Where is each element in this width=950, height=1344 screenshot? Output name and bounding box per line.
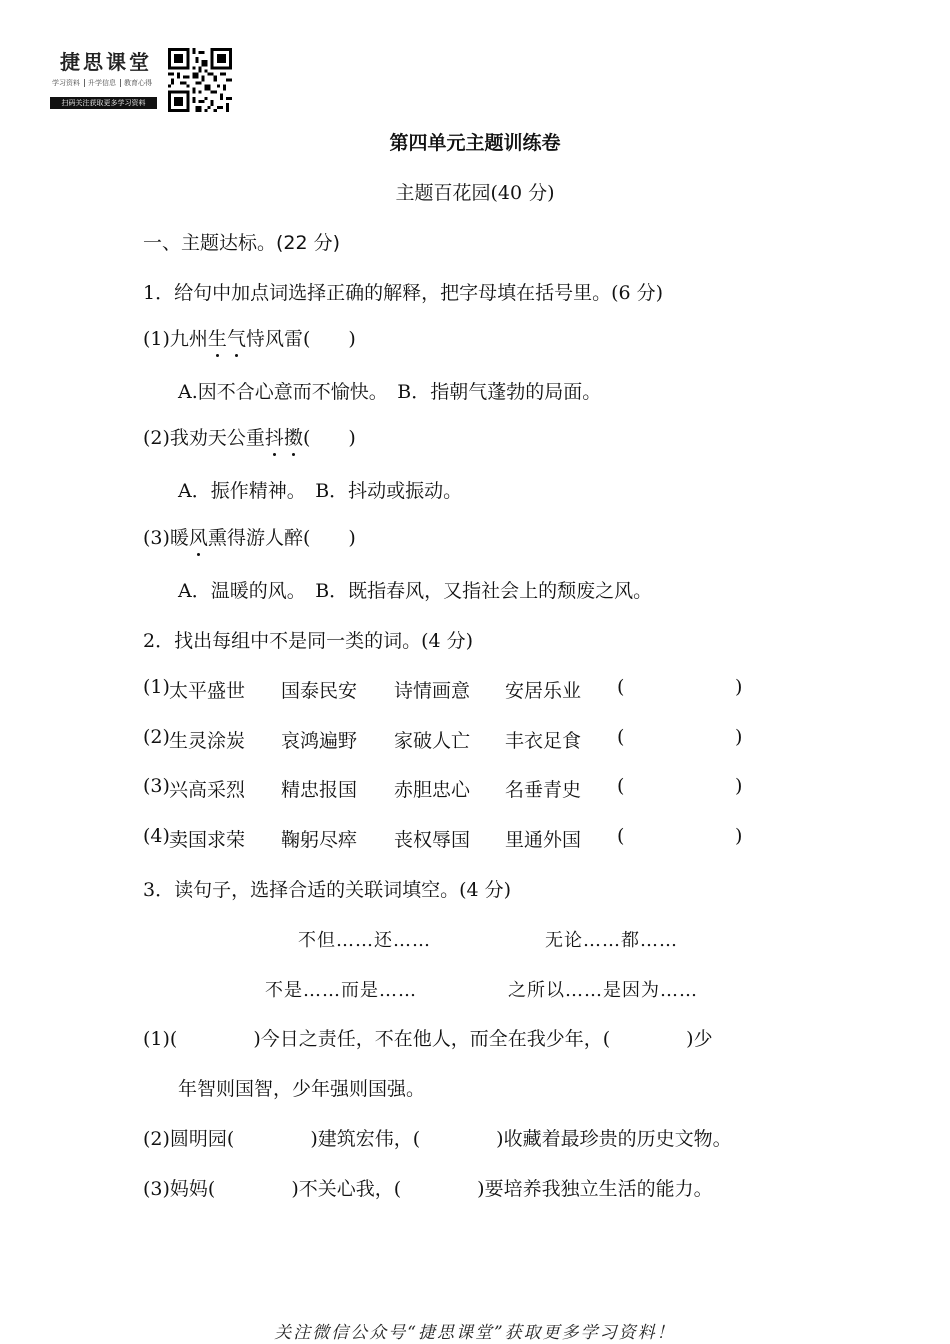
word: 里通外国 bbox=[505, 829, 582, 851]
logo-title: 捷思课堂 bbox=[60, 50, 152, 74]
item-text: 熏得游人醉( ) bbox=[207, 527, 356, 549]
page-subtitle: 主题百花园(40 分) bbox=[395, 182, 555, 204]
word: 卖国求荣 bbox=[169, 829, 246, 851]
question-3-stem: 3．读句子，选择合适的关联词填空。(4 分) bbox=[143, 879, 512, 901]
word: 名垂青史 bbox=[505, 779, 582, 801]
logo-tag: 升学信息 bbox=[84, 79, 116, 87]
footer-note: 关注微信公众号“捷思课堂”获取更多学习资料！ bbox=[274, 1323, 676, 1343]
question-3-sentence-1-cont: 年智则国智，少年强则国强。 bbox=[178, 1078, 426, 1100]
question-3-sentence-1: (1)( )今日之责任，不在他人，而全在我少年，( )少 bbox=[143, 1028, 713, 1050]
question-1-options-1: A.因不合心意而不愉快。 B．指朝气蓬勃的局面。 bbox=[178, 381, 602, 403]
row-number: (4) bbox=[143, 825, 170, 847]
word-group-row bbox=[143, 775, 763, 801]
question-1-stem: 1．给句中加点词选择正确的解释，把字母填在括号里。(6 分) bbox=[143, 282, 664, 304]
conjunction-option: 无论……都…… bbox=[545, 930, 678, 951]
logo-band: 扫码关注获取更多学习资料 bbox=[50, 97, 157, 109]
word-group-row bbox=[143, 676, 763, 702]
word: 太平盛世 bbox=[169, 680, 246, 702]
qr-code-icon bbox=[168, 48, 232, 112]
answer-close-paren: ) bbox=[735, 825, 743, 847]
dotted-char: 气 bbox=[227, 324, 246, 351]
question-3-sentence-3: (3)妈妈( )不关心我，( )要培养我独立生活的能力。 bbox=[143, 1178, 713, 1200]
word: 安居乐业 bbox=[505, 680, 582, 702]
row-number: (2) bbox=[143, 726, 170, 748]
logo-tags bbox=[52, 78, 156, 88]
word: 兴高采烈 bbox=[169, 779, 246, 801]
row-number: (1) bbox=[143, 676, 170, 698]
question-1-item-1 bbox=[143, 324, 356, 351]
word: 哀鸿遍野 bbox=[281, 730, 358, 752]
word-group-row bbox=[143, 825, 763, 851]
item-text: ( ) bbox=[302, 427, 356, 449]
answer-open-paren: ( bbox=[617, 676, 625, 698]
logo-tag: 教育心得 bbox=[120, 79, 152, 87]
conjunction-option: 之所以……是因为…… bbox=[508, 980, 698, 1001]
answer-close-paren: ) bbox=[735, 726, 743, 748]
conjunction-option: 不是……而是…… bbox=[265, 980, 417, 1001]
word: 诗情画意 bbox=[394, 680, 471, 702]
word: 鞠躬尽瘁 bbox=[281, 829, 358, 851]
section-heading: 一、主题达标。(22 分) bbox=[143, 232, 341, 254]
question-1-item-2 bbox=[143, 423, 356, 450]
word: 赤胆忠心 bbox=[394, 779, 471, 801]
logo bbox=[50, 46, 235, 112]
conjunction-option: 不但……还…… bbox=[298, 930, 431, 951]
word-group-row bbox=[143, 726, 763, 752]
word: 生灵涂炭 bbox=[169, 730, 246, 752]
answer-open-paren: ( bbox=[617, 775, 625, 797]
question-1-options-3: A．温暖的风。 B．既指春风，又指社会上的颓废之风。 bbox=[178, 580, 653, 602]
question-1-item-3 bbox=[143, 523, 356, 550]
answer-close-paren: ) bbox=[735, 676, 743, 698]
question-3-sentence-2: (2)圆明园( )建筑宏伟，( )收藏着最珍贵的历史文物。 bbox=[143, 1128, 732, 1150]
word: 国泰民安 bbox=[281, 680, 358, 702]
dotted-char: 抖 bbox=[265, 423, 284, 450]
row-number: (3) bbox=[143, 775, 170, 797]
page-title: 第四单元主题训练卷 bbox=[389, 132, 561, 154]
item-text: (3)暖 bbox=[143, 527, 189, 549]
answer-close-paren: ) bbox=[735, 775, 743, 797]
answer-open-paren: ( bbox=[617, 726, 625, 748]
word: 丧权辱国 bbox=[394, 829, 471, 851]
question-2-stem: 2．找出每组中不是同一类的词。(4 分) bbox=[143, 630, 474, 652]
answer-open-paren: ( bbox=[617, 825, 625, 847]
dotted-char: 生 bbox=[208, 324, 227, 351]
logo-tag: 学习资料 bbox=[52, 79, 80, 87]
dotted-char: 风 bbox=[189, 523, 208, 550]
item-text: 恃风雷( ) bbox=[245, 328, 356, 350]
word: 精忠报国 bbox=[281, 779, 358, 801]
dotted-char: 擞 bbox=[284, 423, 303, 450]
question-1-options-2: A．振作精神。 B．抖动或振动。 bbox=[178, 480, 463, 502]
word: 家破人亡 bbox=[394, 730, 471, 752]
item-text: (2)我劝天公重 bbox=[143, 427, 265, 449]
word: 丰衣足食 bbox=[505, 730, 582, 752]
item-text: (1)九州 bbox=[143, 328, 208, 350]
